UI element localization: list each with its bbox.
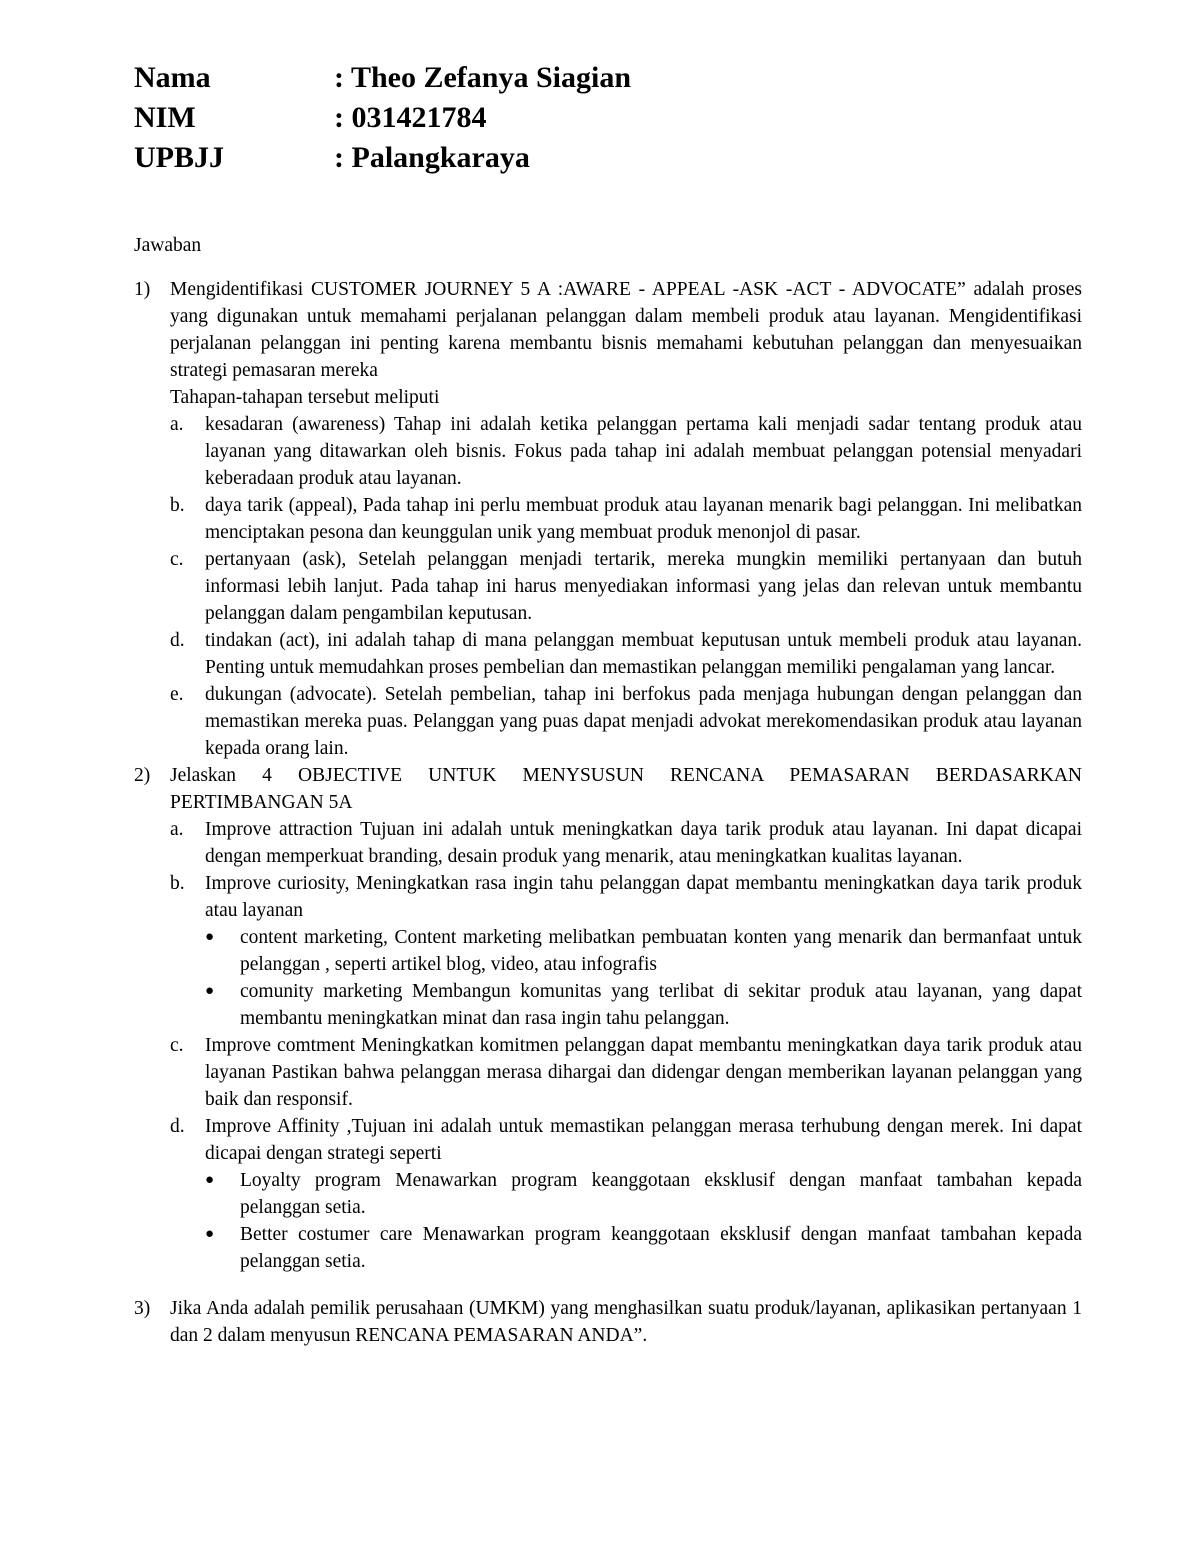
item-text: pertanyaan (ask), Setelah pelanggan menjadi tertarik, mereka mungkin memiliki pertanyaan dan butuh informasi lebih lanjut. Pada tahap ini harus menyediakan informasi yang jelas dan relevan untuk membantu pelanggan dalam pengambilan keputusan. bbox=[205, 549, 1082, 624]
header-label: NIM bbox=[134, 101, 196, 134]
bullet-item bbox=[205, 978, 1082, 1032]
item-letter: c. bbox=[170, 549, 184, 570]
question-number: 2) bbox=[134, 765, 151, 786]
bullet-item bbox=[205, 924, 1082, 978]
question-text: Jika Anda adalah pemilik perusahaan (UMKM) yang menghasilkan suatu produk/layanan, aplikasikan pertanyaan 1 dan 2 dalam menyusun RENCANA PEMASARAN ANDA”. bbox=[170, 1298, 1082, 1346]
answer-body bbox=[134, 232, 1082, 1349]
item-text: Improve curiosity, Meningkatkan rasa ingin tahu pelanggan dapat membantu meningkatkan daya tarik produk atau layanan bbox=[205, 873, 1082, 921]
student-header bbox=[134, 58, 631, 178]
item-letter: a. bbox=[170, 414, 184, 435]
item-text: daya tarik (appeal), Pada tahap ini perlu membuat produk atau layanan menarik bagi pelanggan. Ini melibatkan menciptakan pesona dan keunggulan unik yang membuat produk menonjol di pasar. bbox=[205, 495, 1082, 543]
question-1 bbox=[134, 276, 1082, 762]
item-letter: d. bbox=[170, 1116, 185, 1137]
stage-item-b bbox=[170, 492, 1082, 546]
item-text: kesadaran (awareness) Tahap ini adalah ketika pelanggan pertama kali menjadi sadar tentang produk atau layanan yang ditawarkan oleh bisnis. Fokus pada tahap ini adalah membuat pelanggan potensial menyadari keberadaan produk atau layanan. bbox=[205, 414, 1082, 489]
item-letter: c. bbox=[170, 1035, 184, 1056]
header-value: : Theo Zefanya Siagian bbox=[334, 61, 631, 94]
header-label: UPBJJ bbox=[134, 141, 224, 174]
bullet-text: Better costumer care Menawarkan program keanggotaan eksklusif dengan manfaat tambahan kepada pelanggan setia. bbox=[240, 1224, 1082, 1272]
bullet-item bbox=[205, 1221, 1082, 1275]
bullet-icon: ● bbox=[205, 1172, 215, 1188]
question-text: Jelaskan 4 OBJECTIVE UNTUK MENYSUSUN RENCANA PEMASARAN BERDASARKAN PERTIMBANGAN 5A bbox=[170, 765, 1082, 813]
question-2 bbox=[134, 762, 1082, 1275]
objective-item-c bbox=[170, 1032, 1082, 1113]
item-text: Improve attraction Tujuan ini adalah untuk meningkatkan daya tarik produk atau layanan. Ini dapat dicapai dengan memperkuat branding, desain produk yang menarik, atau meningkatkan kualitas layanan. bbox=[205, 819, 1082, 867]
bullet-text: comunity marketing Membangun komunitas yang terlibat di sekitar produk atau layanan, yang dapat membantu meningkatkan minat dan rasa ingin tahu pelanggan. bbox=[240, 981, 1082, 1029]
item-text: tindakan (act), ini adalah tahap di mana pelanggan membuat keputusan untuk membeli produk atau layanan. Penting untuk memudahkan proses pembelian dan memastikan pelanggan memiliki pengalaman yang lancar. bbox=[205, 630, 1082, 678]
stages-lead: Tahapan-tahapan tersebut meliputi bbox=[170, 387, 440, 408]
stage-item-c bbox=[170, 546, 1082, 627]
bullet-icon: ● bbox=[205, 983, 215, 999]
objective-item-d bbox=[170, 1113, 1082, 1275]
header-label: Nama bbox=[134, 61, 211, 94]
question-text: Mengidentifikasi CUSTOMER JOURNEY 5 A :AWARE - APPEAL -ASK -ACT - ADVOCATE” adalah proses yang digunakan untuk memahami perjalanan pelanggan dalam membeli produk atau layanan. Mengidentifikasi perjalanan pelanggan ini penting karena membantu bisnis memahami kebutuhan pelanggan dan menyesuaikan strategi pemasaran mereka bbox=[170, 279, 1082, 381]
bullet-text: Loyalty program Menawarkan program keanggotaan eksklusif dengan manfaat tambahan kepada pelanggan setia. bbox=[240, 1170, 1082, 1218]
question-3 bbox=[134, 1295, 1082, 1349]
question-number: 1) bbox=[134, 279, 151, 300]
item-text: Improve Affinity ,Tujuan ini adalah untuk memastikan pelanggan merasa terhubung dengan merek. Ini dapat dicapai dengan strategi seperti bbox=[205, 1116, 1082, 1164]
item-letter: e. bbox=[170, 684, 184, 705]
stage-item-a bbox=[170, 411, 1082, 492]
objective-item-b bbox=[170, 870, 1082, 1032]
stage-item-e bbox=[170, 681, 1082, 762]
bullet-icon: ● bbox=[205, 1226, 215, 1242]
item-letter: d. bbox=[170, 630, 185, 651]
question-number: 3) bbox=[134, 1298, 151, 1319]
answer-heading: Jawaban bbox=[134, 235, 202, 256]
bullet-item bbox=[205, 1167, 1082, 1221]
bullet-text: content marketing, Content marketing melibatkan pembuatan konten yang menarik dan bermanfaat untuk pelanggan , seperti artikel blog, video, atau infografis bbox=[240, 927, 1082, 975]
header-value: : 031421784 bbox=[334, 101, 487, 134]
stage-item-d bbox=[170, 627, 1082, 681]
header-row-name bbox=[134, 58, 631, 98]
spacer bbox=[134, 1275, 1082, 1295]
item-letter: b. bbox=[170, 495, 185, 516]
item-letter: b. bbox=[170, 873, 185, 894]
header-row-nim bbox=[134, 98, 631, 138]
item-text: Improve comtment Meningkatkan komitmen pelanggan dapat membantu meningkatkan daya tarik produk atau layanan Pastikan bahwa pelanggan merasa dihargai dan didengar dengan memberikan layanan pelanggan yang baik dan responsif. bbox=[205, 1035, 1082, 1110]
bullet-icon: ● bbox=[205, 929, 215, 945]
header-row-upbjj bbox=[134, 138, 631, 178]
item-letter: a. bbox=[170, 819, 184, 840]
header-value: : Palangkaraya bbox=[334, 141, 530, 174]
objective-item-a bbox=[170, 816, 1082, 870]
item-text: dukungan (advocate). Setelah pembelian, tahap ini berfokus pada menjaga hubungan dengan pelanggan dan memastikan mereka puas. Pelanggan yang puas dapat menjadi advokat merekomendasikan produk atau layanan kepada orang lain. bbox=[205, 684, 1082, 759]
